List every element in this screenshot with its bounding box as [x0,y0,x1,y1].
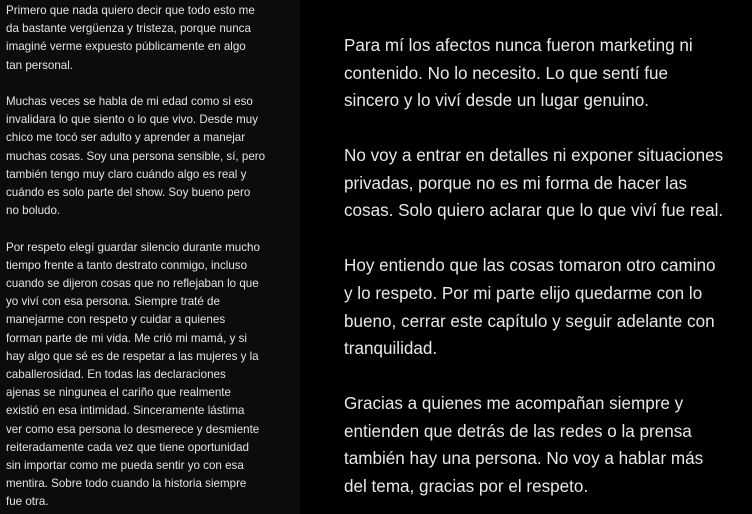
text-line: y lo respeto. Por mi parte elijo quedarme con lo [344,283,703,303]
text-line: cuando se dijeron cosas que no reflejaban lo que [6,277,259,291]
text-line: da bastante vergüenza y tristeza, porque nunca [6,22,251,36]
text-line: reiteradamente cada vez que tiene oportunidad [6,440,249,454]
text-line: bueno, cerrar este capítulo y seguir adelante con [344,311,715,331]
text-line: existió en esa intimidad. Sinceramente lástima [6,404,245,418]
right-paragraph-2 [344,142,746,225]
text-line: yo viví con esa persona. Siempre traté de [6,295,220,309]
text-line: Gracias a quienes me acompañan siempre y [344,394,684,414]
text-line: muchas cosas. Soy una persona sensible, sí, pero [6,149,266,163]
text-line: ajenas se ninguneа el cariño que realmente [6,386,231,400]
text-line: caballerosidad. En todas las declaraciones [6,368,226,382]
left-statement-text [6,2,294,514]
left-paragraph-1 [6,2,294,75]
text-line: cuándo es solo parte del show. Soy bueno pero [6,186,251,200]
right-paragraph-1 [344,32,746,115]
text-line: sin importar como me pueda sentir yo con esa [6,459,244,473]
text-line: mentira. Sobre todo cuando la historia siempre [6,477,247,491]
text-line: ver como esa persona lo desmerece y desmiente [6,422,260,436]
text-line: también tengo muy claro cuándo algo es real y [6,167,247,181]
right-statement-panel [306,0,752,514]
text-line: manejarme con respeto y cuidar a quienes [6,313,226,327]
text-line: hay algo que sé es de respetar a las mujeres y la [6,349,259,363]
text-line: fue otra. [6,495,49,509]
left-paragraph-3 [6,239,294,512]
text-line: también hay una persona. No voy a hablar más [344,449,704,469]
text-line: tranquilidad. [344,339,438,359]
text-line: entienden que detrás de las redes o la prensa [344,421,692,441]
right-statement-text [344,32,746,514]
right-paragraph-3 [344,252,746,362]
text-line: chico me tocó ser adulto y aprender a manejar [6,131,246,145]
text-line: tiempo frente a tanto destrato conmigo, incluso [6,258,248,272]
text-line: tan personal. [6,58,74,72]
right-paragraph-4 [344,390,746,500]
left-statement-panel [0,0,300,514]
text-line: cosas. Solo quiero aclarar que lo que viví fue real. [344,201,724,221]
text-line: forman parte de mi vida. Me crió mi mamá, y si [6,331,247,345]
text-line: invalidara lo que siento o lo que vivo. Desde muy [6,113,258,127]
text-line: Para mí los afectos nunca fueron marketing ni [344,36,693,55]
text-line: Por respeto elegí guardar silencio durante mucho [6,240,260,254]
text-line: No voy a entrar en detalles ni exponer situaciones [344,146,724,166]
text-line: del tema, gracias por el respeto. [344,476,589,496]
text-line: no boludo. [6,204,61,218]
text-line: privadas, porque no es mi forma de hacer las [344,173,688,193]
text-line: contenido. No lo necesito. Lo que sentí fue [344,63,669,83]
text-line: Hoy entiendo que las cosas tomaron otro camino [344,256,716,276]
text-line: Primero que nada quiero decir que todo esto me [6,4,255,17]
left-paragraph-2 [6,93,294,220]
text-line: Muchas veces se habla de mi edad como si eso [6,95,253,108]
text-line: sincero y lo viví desde un lugar genuino. [344,91,650,111]
text-line: imaginé verme expuesto públicamente en algo [6,40,246,54]
